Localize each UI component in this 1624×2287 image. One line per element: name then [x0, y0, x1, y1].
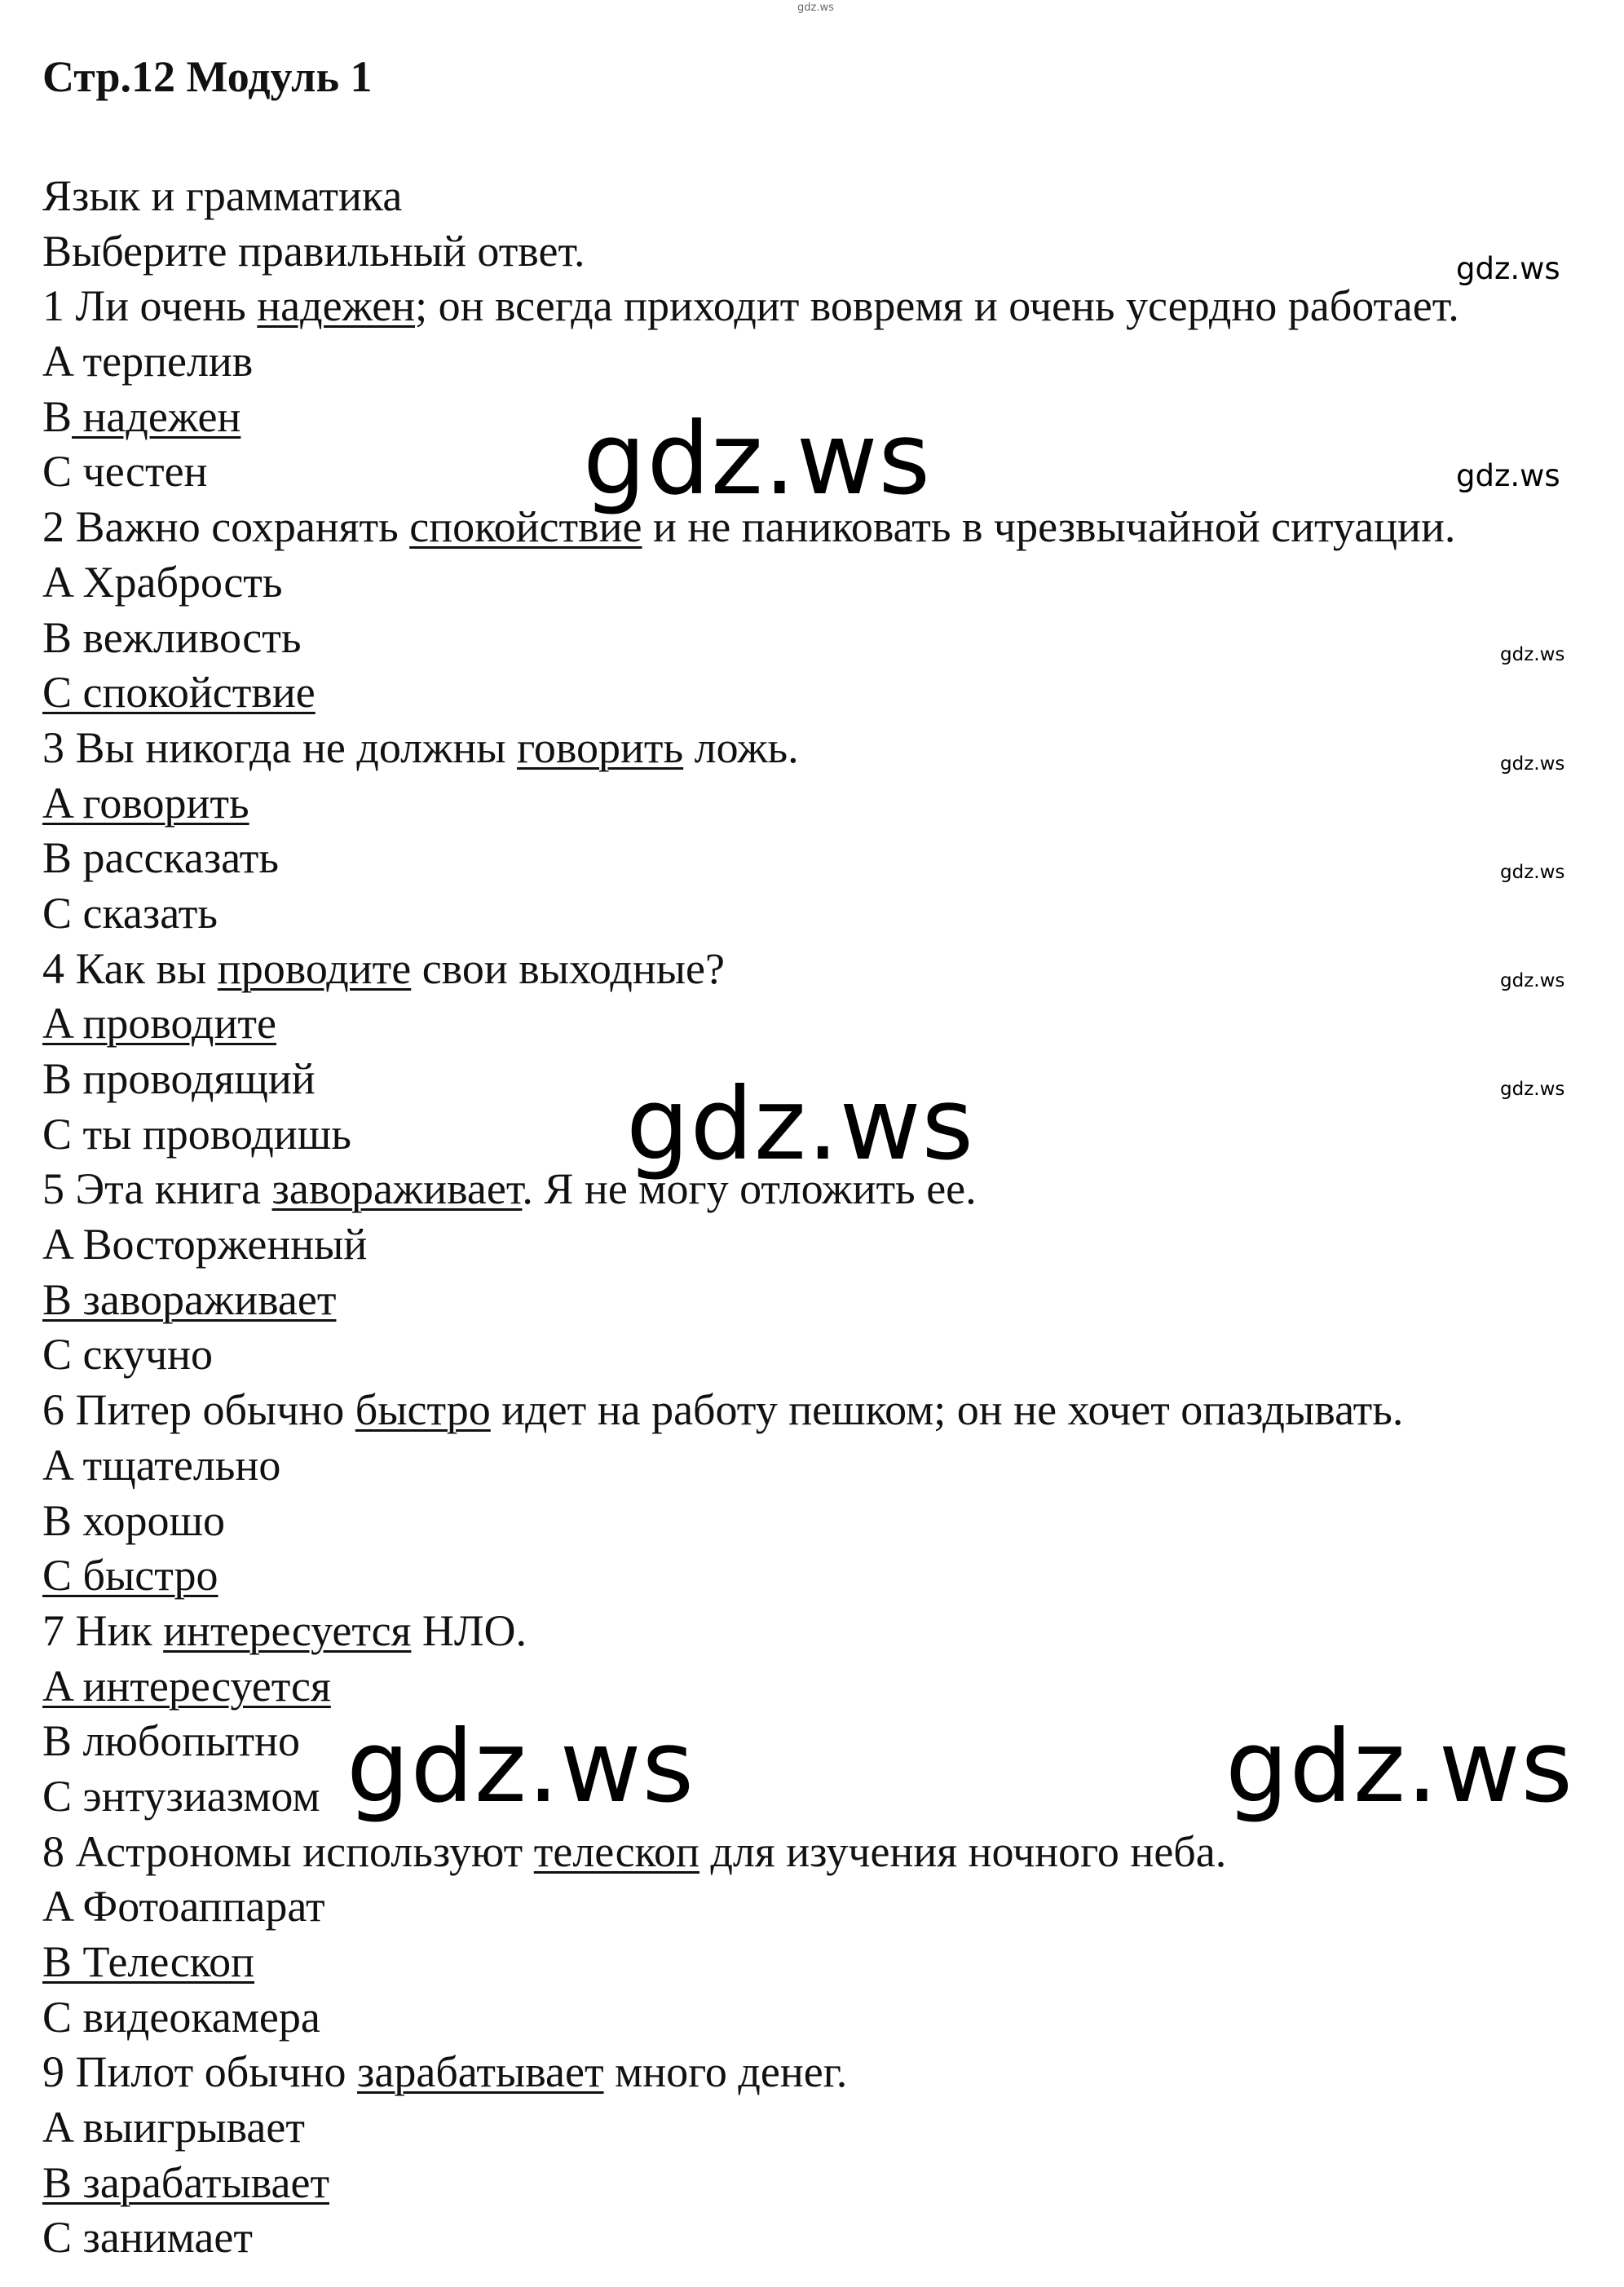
question-text: ; он всегда приходит вовремя и очень усердно работает.: [415, 281, 1459, 331]
option-letter: B: [42, 612, 73, 662]
option-separator: [72, 1441, 83, 1490]
option-text: Храбрость: [82, 557, 283, 607]
option-letter: A: [42, 2103, 73, 2152]
question-text: Пилот обычно: [75, 2047, 358, 2097]
correct-answer: [42, 1551, 218, 1600]
question-text: много денег.: [603, 2047, 848, 2097]
option-separator: [72, 1662, 83, 1711]
option-letter: B: [42, 833, 73, 883]
option-separator: [72, 1110, 83, 1159]
answer-option-c: [42, 1990, 1591, 2046]
option-letter: C: [42, 668, 73, 717]
question-key-word: надежен: [257, 281, 416, 331]
option-text: Телескоп: [82, 1937, 255, 1986]
watermark: gdz.ws: [1500, 1079, 1565, 1100]
page-title: Стр.12 Модуль 1: [42, 52, 373, 101]
option-letter: A: [42, 1661, 73, 1711]
option-separator: [72, 1054, 83, 1103]
option-separator: [72, 1275, 83, 1324]
watermark: gdz.ws: [626, 1066, 975, 1182]
option-text: спокойствие: [82, 668, 316, 717]
option-text: занимает: [82, 2213, 253, 2263]
option-letter: C: [42, 1771, 73, 1821]
option-text: надежен: [82, 391, 241, 441]
correct-answer: [42, 1275, 336, 1324]
option-letter: B: [42, 2157, 73, 2207]
question-number: 5: [42, 1164, 64, 1214]
option-separator: [72, 999, 83, 1048]
option-letter: B: [42, 1495, 73, 1545]
correct-answer: [72, 392, 241, 441]
option-letter: C: [42, 1551, 73, 1600]
answer-option-b: [42, 831, 1591, 886]
option-text: терпелив: [82, 337, 254, 386]
option-letter: A: [42, 557, 73, 607]
answer-option-c: [42, 886, 1591, 942]
question-text: Важно сохранять: [75, 502, 410, 552]
question-number: 8: [42, 1826, 64, 1876]
answer-option-c: [42, 2210, 1591, 2266]
option-text: интересуется: [82, 1661, 331, 1711]
option-separator: [72, 2158, 83, 2207]
question-text: Ник: [75, 1605, 164, 1655]
option-letter: C: [42, 1330, 73, 1380]
question-key-word: интересуется: [163, 1605, 412, 1655]
option-separator: [72, 1496, 83, 1545]
option-text: рассказать: [82, 833, 279, 883]
watermark: gdz.ws: [1225, 1709, 1574, 1825]
correct-answer: [42, 668, 316, 717]
option-text: проводящий: [82, 1054, 316, 1103]
answer-option-b: [42, 1494, 1591, 1549]
option-letter: A: [42, 1440, 73, 1490]
option-text: проводите: [82, 999, 276, 1049]
option-letter: C: [42, 1109, 73, 1159]
option-text: вежливость: [82, 612, 302, 662]
option-separator: [72, 1551, 83, 1600]
option-text: хорошо: [82, 1495, 226, 1545]
answer-option-a: [42, 555, 1591, 611]
option-separator: [72, 889, 83, 938]
question-text: Ли очень: [75, 281, 258, 331]
option-text: любопытно: [82, 1716, 300, 1766]
option-text: тщательно: [82, 1440, 281, 1490]
option-letter: C: [42, 2213, 73, 2263]
option-letter: B: [42, 1937, 73, 1986]
option-letter: A: [42, 1220, 73, 1269]
option-separator: [72, 392, 83, 441]
option-separator: [72, 2103, 83, 2152]
question-key-word: проводите: [217, 943, 412, 993]
answer-option-c: [42, 1327, 1591, 1383]
question-key-word: зарабатывает: [357, 2047, 604, 2097]
answer-option-a: [42, 334, 1591, 390]
option-text: Восторженный: [82, 1220, 368, 1269]
answer-option-c: [42, 665, 1591, 721]
question-number: 9: [42, 2047, 64, 2097]
question-text: НЛО.: [411, 1605, 527, 1655]
option-letter: C: [42, 447, 73, 497]
question-text: Астрономы используют: [75, 1826, 534, 1876]
question-text: . Я не могу отложить ее.: [522, 1164, 977, 1214]
option-text: Фотоаппарат: [82, 1882, 325, 1932]
option-letter: A: [42, 778, 73, 828]
question-number: 2: [42, 502, 64, 552]
section-heading: Язык и грамматика: [42, 171, 403, 220]
option-separator: [72, 779, 83, 828]
option-separator: [72, 1716, 83, 1765]
watermark: gdz.ws: [797, 2, 834, 14]
option-separator: [72, 613, 83, 662]
watermark: gdz.ws: [1500, 644, 1565, 665]
option-separator: [72, 668, 83, 717]
watermark: gdz.ws: [1500, 970, 1565, 991]
option-letter: B: [42, 1054, 73, 1103]
answer-option-a: [42, 1659, 1591, 1715]
option-separator: [72, 1937, 83, 1986]
question-text: свои выходные?: [411, 943, 725, 993]
question-text: Вы никогда не должны: [75, 722, 518, 772]
question-text: ложь.: [683, 722, 799, 772]
question-text: Эта книга: [75, 1164, 272, 1214]
correct-answer: [42, 999, 276, 1048]
question-text: Как вы: [75, 943, 218, 993]
watermark: gdz.ws: [1500, 753, 1565, 775]
option-separator: [72, 337, 83, 386]
answer-option-a: [42, 996, 1591, 1052]
correct-answer: [42, 779, 249, 828]
question-6: [42, 1383, 1591, 1438]
answer-option-a: [42, 1217, 1591, 1273]
option-letter: B: [42, 1716, 73, 1766]
correct-answer: [42, 2158, 329, 2207]
question-3: [42, 721, 1591, 776]
option-separator: [72, 1993, 83, 2042]
option-separator: [72, 558, 83, 607]
question-text: идет на работу пешком; он не хочет опаздывать.: [490, 1385, 1404, 1435]
question-text: для изучения ночного неба.: [699, 1826, 1227, 1876]
answer-option-b: [42, 1935, 1591, 1990]
option-letter: A: [42, 1882, 73, 1932]
option-separator: [72, 1882, 83, 1931]
question-list: [42, 279, 1591, 2266]
option-text: скучно: [82, 1330, 214, 1380]
option-text: быстро: [82, 1551, 218, 1600]
option-letter: B: [42, 1274, 73, 1324]
watermark: gdz.ws: [1500, 862, 1565, 883]
correct-answer: [42, 1662, 331, 1711]
question-7: [42, 1604, 1591, 1659]
option-text: честен: [82, 447, 208, 497]
question-9: [42, 2045, 1591, 2100]
option-separator: [72, 447, 83, 496]
question-key-word: спокойствие: [409, 502, 642, 552]
watermark: gdz.ws: [1456, 458, 1560, 493]
option-letter: A: [42, 337, 73, 386]
option-letter: C: [42, 888, 73, 938]
option-text: говорить: [82, 778, 249, 828]
question-text: и не паниковать в чрезвычайной ситуации.: [642, 502, 1456, 552]
question-key-word: быстро: [355, 1385, 491, 1435]
option-separator: [72, 1772, 83, 1821]
watermark: gdz.ws: [1456, 251, 1560, 286]
question-8: [42, 1825, 1591, 1880]
answer-option-a: [42, 1438, 1591, 1494]
question-number: 7: [42, 1605, 64, 1655]
answer-option-a: [42, 776, 1591, 832]
answer-option-b: [42, 1273, 1591, 1328]
question-number: 6: [42, 1385, 64, 1435]
option-letter: C: [42, 1992, 73, 2042]
option-separator: [72, 2213, 83, 2262]
question-1: [42, 279, 1591, 334]
question-number: 4: [42, 943, 64, 993]
option-text: сказать: [82, 888, 218, 938]
question-4: [42, 942, 1591, 997]
option-text: энтузиазмом: [82, 1771, 320, 1821]
option-text: зарабатывает: [82, 2157, 330, 2207]
option-text: завораживает: [82, 1274, 337, 1324]
answer-option-b: [42, 611, 1591, 666]
watermark: gdz.ws: [346, 1709, 695, 1825]
question-key-word: телескоп: [533, 1826, 699, 1876]
option-letter: A: [42, 999, 73, 1049]
option-text: выигрывает: [82, 2103, 305, 2152]
option-separator: [72, 1220, 83, 1269]
answer-option-a: [42, 1879, 1591, 1935]
question-key-word: завораживает: [271, 1164, 523, 1214]
correct-answer: [42, 1937, 254, 1986]
answer-option-b: [42, 2156, 1591, 2211]
question-text: Питер обычно: [75, 1385, 355, 1435]
question-number: 3: [42, 722, 64, 772]
instruction: Выберите правильный ответ.: [42, 226, 585, 276]
question-key-word: говорить: [517, 722, 684, 772]
option-separator: [72, 1330, 83, 1379]
option-separator: [72, 833, 83, 882]
question-number: 1: [42, 281, 64, 331]
watermark: gdz.ws: [583, 401, 932, 517]
answer-option-c: [42, 1548, 1591, 1604]
answer-option-a: [42, 2100, 1591, 2156]
option-text: ты проводишь: [82, 1109, 351, 1159]
option-text: видеокамера: [82, 1992, 320, 2042]
option-letter: B: [42, 391, 73, 441]
